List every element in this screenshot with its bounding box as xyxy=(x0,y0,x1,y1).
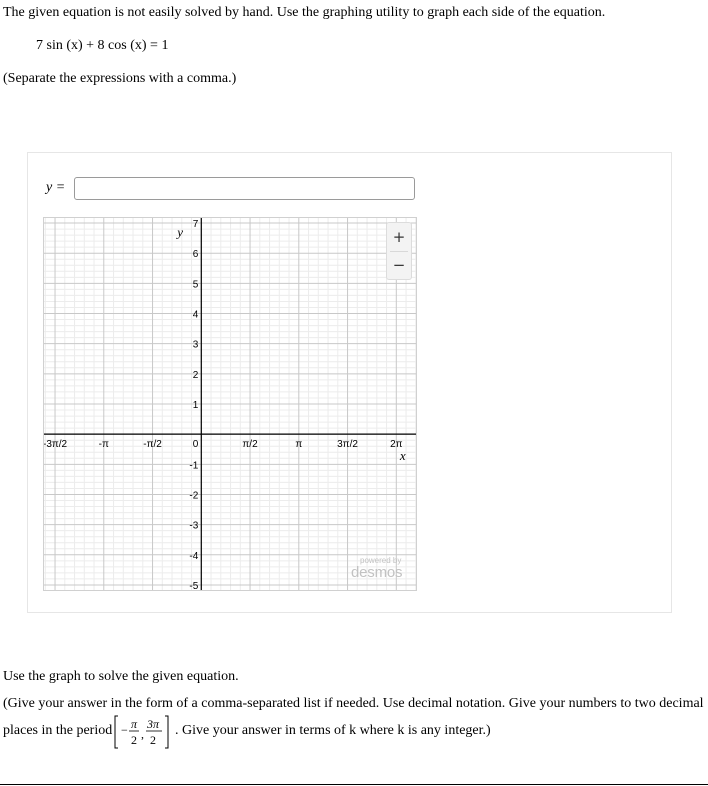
period-interval xyxy=(113,714,173,750)
x-tick-label: -π xyxy=(98,439,109,451)
period-left-denominator: 2 xyxy=(131,733,137,747)
equation: 7 sin (x) + 8 cos (x) = 1 xyxy=(36,38,169,53)
x-tick-label: 2π xyxy=(390,439,403,451)
y-tick-label: -1 xyxy=(189,460,199,472)
y-tick-label: 5 xyxy=(192,279,199,291)
y-tick-label: 7 xyxy=(192,219,199,231)
y-tick-label: -2 xyxy=(189,490,199,502)
period-comma: , xyxy=(141,727,144,741)
x-tick-label: π/2 xyxy=(242,439,258,451)
x-tick-label: π xyxy=(295,439,303,451)
y-tick-label: 6 xyxy=(192,249,199,261)
y-equals-label: y = xyxy=(46,180,66,195)
question-line-2: (Give your answer in the form of a comma-separated list if needed. Use decimal notation. Give your numbers to two decimal xyxy=(3,696,704,711)
powered-by-text: powered by xyxy=(360,556,402,565)
y-tick-label: -4 xyxy=(189,550,199,562)
period-right-numerator: 3π xyxy=(147,717,160,731)
y-tick-label: 3 xyxy=(192,339,199,351)
expression-input[interactable] xyxy=(74,177,415,200)
zoom-in-button[interactable]: + xyxy=(392,228,406,246)
x-tick-label: -π/2 xyxy=(143,439,162,451)
question-line-3: places in the period xyxy=(3,723,113,738)
x-tick-label: -3π/2 xyxy=(43,439,68,451)
x-tick-label: 3π/2 xyxy=(337,439,358,451)
zoom-controls xyxy=(386,222,412,280)
x-tick-label: 0 xyxy=(192,439,199,451)
y-tick-label: 2 xyxy=(192,369,199,381)
desmos-logo[interactable]: desmos xyxy=(351,564,403,581)
question-line-4: . Give your answer in terms of k where k is any integer.) xyxy=(175,723,491,738)
y-axis-label: y xyxy=(177,224,184,240)
graph-canvas[interactable] xyxy=(43,217,417,591)
period-left-sign: − xyxy=(121,723,128,737)
y-tick-label: -5 xyxy=(189,580,199,591)
y-tick-label: 1 xyxy=(192,400,199,411)
zoom-out-button[interactable]: − xyxy=(392,256,406,274)
x-axis-label: x xyxy=(399,448,406,464)
period-left-numerator: π xyxy=(131,717,138,731)
separation-note: (Separate the expressions with a comma.) xyxy=(3,71,237,86)
y-tick-label: -3 xyxy=(189,520,199,532)
question-line-1: Use the graph to solve the given equation. xyxy=(3,669,239,684)
left-bracket xyxy=(115,716,118,748)
y-tick-label: 4 xyxy=(192,309,199,321)
bottom-rule xyxy=(0,784,708,785)
intro-text: The given equation is not easily solved by hand. Use the graphing utility to graph each side of the equation. xyxy=(3,5,606,20)
right-bracket xyxy=(165,716,168,748)
period-right-denominator: 2 xyxy=(150,733,156,747)
